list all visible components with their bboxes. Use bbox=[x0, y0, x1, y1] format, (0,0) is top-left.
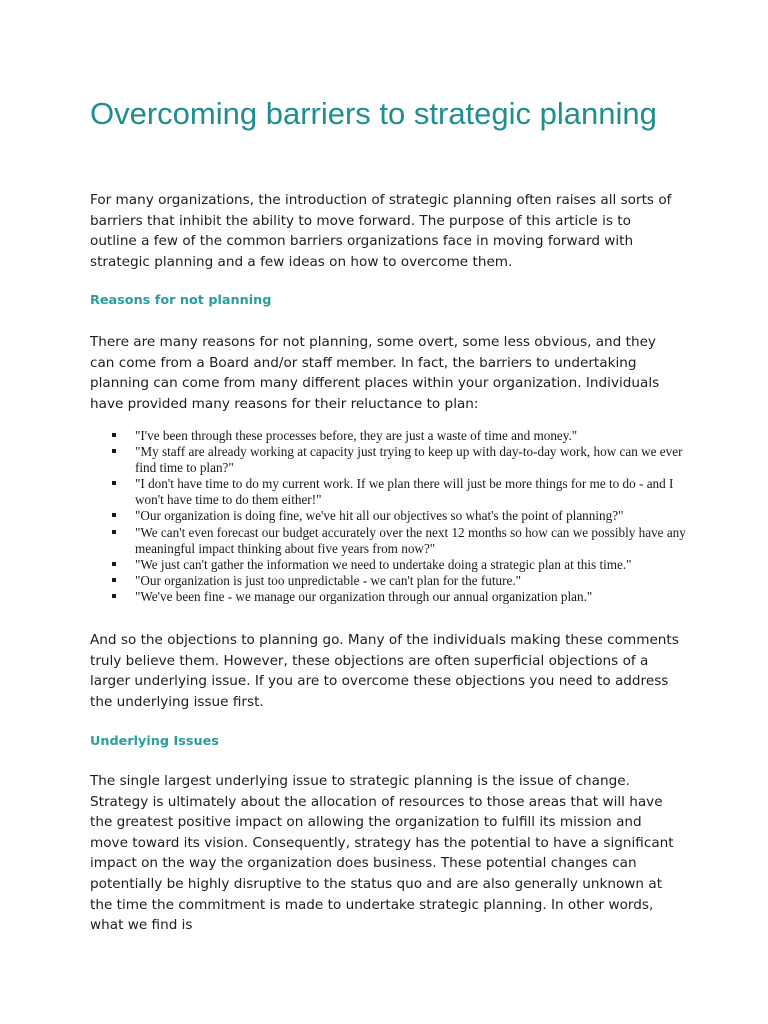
list-item bbox=[90, 444, 690, 476]
square-bullet-icon bbox=[112, 594, 116, 598]
quote-text: "Our organization is doing fine, we've hit all our objectives so what's the point of planning?" bbox=[135, 508, 624, 524]
quote-text: "I don't have time to do my current work. If we plan there will just be more things for me to do - and I won't have time to do them either!" bbox=[135, 476, 674, 508]
square-bullet-icon bbox=[112, 449, 116, 453]
square-bullet-icon bbox=[112, 530, 116, 534]
list-item bbox=[90, 589, 690, 605]
underlying-issues-paragraph: The single largest underlying issue to strategic planning is the issue of change. Strategy is ultimately about the allocation of resources to those areas that will have the greatest positive impact on allowing the organization to fulfill its mission and move toward its vision. Consequently, strategy has the potential to have a significant impact on the way the organization does business. These potential changes can potentially be highly disruptive to the status quo and are also generally unknown at the time the commitment is made to undertake strategic planning. In other words, what we find is bbox=[90, 773, 674, 934]
quote-text: "We just can't gather the information we need to undertake doing a strategic plan at this time." bbox=[135, 556, 632, 572]
square-bullet-icon bbox=[112, 481, 116, 485]
square-bullet-icon bbox=[112, 433, 116, 437]
list-item bbox=[90, 557, 690, 573]
quote-text: "We can't even forecast our budget accurately over the next 12 months so how can we possibly have any meaningful impact thinking about five years from now?" bbox=[135, 524, 686, 556]
list-item bbox=[90, 573, 690, 589]
square-bullet-icon bbox=[112, 578, 116, 582]
quote-text: "Our organization is just too unpredictable - we can't plan for the future." bbox=[135, 572, 522, 588]
list-item bbox=[90, 508, 690, 524]
objection-quotes-list bbox=[90, 428, 690, 605]
list-item bbox=[90, 525, 690, 557]
quote-text: "I've been through these processes before, they are just a waste of time and money." bbox=[135, 428, 578, 443]
objections-paragraph: And so the objections to planning go. Many of the individuals making these comments truly believe them. However, these objections are often superficial objections of a larger underlying issue. If you are to overcome these objections you need to address the underlying issue first. bbox=[90, 632, 679, 710]
list-item bbox=[90, 428, 690, 444]
section-heading-reasons: Reasons for not planning bbox=[90, 293, 272, 308]
square-bullet-icon bbox=[112, 513, 116, 517]
intro-paragraph: For many organizations, the introduction of strategic planning often raises all sorts of barriers that inhibit the ability to move forward. The purpose of this article is to outline a few of the common barriers organizations face in moving forward with strategic planning and a few ideas on how to overcome them. bbox=[90, 192, 672, 270]
quote-text: "We've been fine - we manage our organization through our annual organization plan." bbox=[135, 588, 593, 604]
square-bullet-icon bbox=[112, 562, 116, 566]
quote-text: "My staff are already working at capacity just trying to keep up with day-to-day work, how can we ever find time to plan?" bbox=[135, 444, 683, 476]
document-title: Overcoming barriers to strategic planning bbox=[90, 96, 657, 131]
list-item bbox=[90, 476, 690, 508]
reasons-paragraph: There are many reasons for not planning, some overt, some less obvious, and they can come from a Board and/or staff member. In fact, the barriers to undertaking planning can come from many different places within your organization. Individuals have provided many reasons for their reluctance to plan: bbox=[90, 334, 660, 412]
section-heading-underlying: Underlying Issues bbox=[90, 734, 219, 749]
